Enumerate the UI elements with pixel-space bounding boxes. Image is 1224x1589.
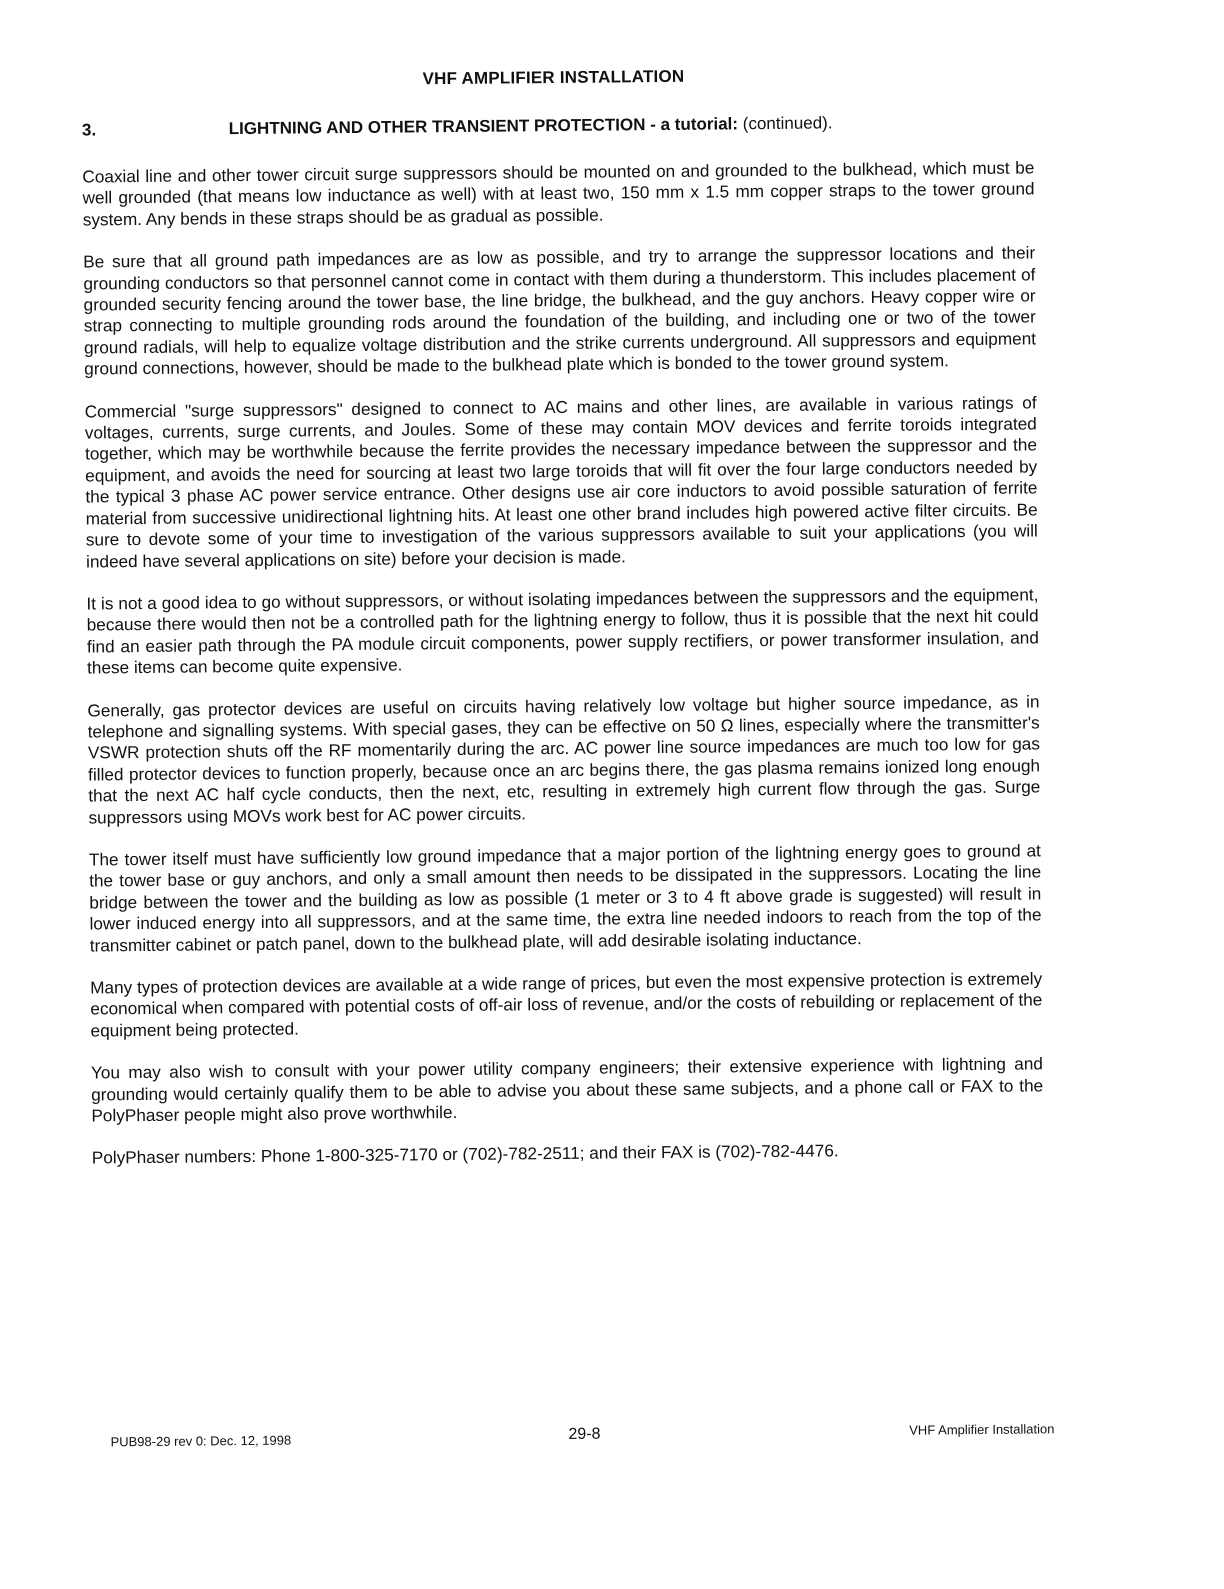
footer-page-number: 29-8	[568, 1425, 601, 1443]
section-continuation: (continued).	[742, 113, 833, 134]
section-number: 3.	[81, 120, 97, 140]
paragraph-tower-ground: The tower itself must have sufficiently low ground impedance that a major portion of the lightning energy goes to ground at the tower base or guy anchors, and only a small amount then needs to be dissipated in the suppressors. Locating the line bridge between the tower and the building as low as possible (1 meter or 3 to 4 ft above grade is suggested) will result in lower induced energy into all suppressors, and at the same time, the extra line needed indoors to reach from the top of the transmitter cabinet or patch panel, down to the bulkhead plate, will add desirable isolating inductance.	[88, 840, 1042, 956]
polyphaser-contact-line: PolyPhaser numbers: Phone 1-800-325-7170 or (702)-782-2511; and their FAX is (702)-782-4476.	[91, 1140, 839, 1168]
paragraph-isolating-impedances: It is not a good idea to go without suppressors, or without isolating impedances between the suppressors and the equipment, because there would then not be a controlled path for the lightning energy to follow, thus it is possible that the next hit could find an easier path through the PA module circuit components, power supply rectifiers, or power transformer insulation, and these items can become quite expensive.	[86, 584, 1039, 678]
body-text	[82, 157, 1044, 1190]
paragraph-commercial-suppressors: Commercial "surge suppressors" designed to connect to AC mains and other lines, are available in various ratings of voltages, currents, surge currents, and Joules. Some of these may contain MOV devices and ferrite toroids integrated together, which may be worthwhile because the ferrite provides the necessary impedance between the suppressor and the equipment, and avoids the need for sourcing at least two large toroids that will fit over the four large conductors needed by the typical 3 phase AC power service entrance. Other designs use air core inductors to avoid possible saturation of ferrite material from successive unidirectional lightning hits. At least one other brand includes high powered active filter circuits. Be sure to devote some of your time to investigation of the various suppressors available to suit your applications (you will indeed have several applications on site) before your decision is made.	[84, 392, 1038, 572]
paragraph-utility-engineers: You may also wish to consult with your power utility company engineers; their extensive experience with lightning and grounding would certainly qualify them to be able to advise you about these same subjects, and a phone call or FAX to the PolyPhaser people might also prove worthwhile.	[90, 1053, 1044, 1126]
footer-publication-info: PUB98-29 rev 0: Dec. 12, 1998	[110, 1432, 292, 1450]
paragraph-protection-costs: Many types of protection devices are available at a wide range of prices, but even the most expensive protection is extremely economical when compared with potential costs of off-air loss of revenue, and/or the costs of rebuilding or replacement of the equipment being protected.	[90, 968, 1043, 1041]
page-footer	[110, 1421, 1054, 1452]
paragraph-bulkhead-suppressors: Coaxial line and other tower circuit surge suppressors should be mounted on and grounded to the bulkhead, which must be well grounded (that means low inductance as well) with at least two, 150 mm x 1.5 mm copper straps to the tower ground system. Any bends in these straps should be as gradual as possible.	[82, 157, 1035, 230]
paragraph-gas-protectors: Generally, gas protector devices are useful on circuits having relatively low voltage but higher source impedance, as in telephone and signalling systems. With special gases, they can be effective on 50 Ω lines, especially where the transmitter's VSWR protection shuts off the RF momentarily during the arc. AC power line source impedances are much too low for gas filled protector devices to function properly, because once an arc begins there, the gas plasma remains ionized long enough that the next AC half cycle conducts, then the next, etc, resulting in extremely high current flow through the gas. Surge suppressors using MOVs work best for AC power circuits.	[87, 690, 1041, 828]
footer-document-name: VHF Amplifier Installation	[909, 1421, 1055, 1438]
document-title: VHF AMPLIFIER INSTALLATION	[422, 66, 685, 89]
paragraph-ground-impedances: Be sure that all ground path impedances are as low as possible, and try to arrange the suppressor locations and their grounding conductors so that personnel cannot come in contact with them during a thunderstorm. This includes placement of grounded security fencing around the tower base, the line bridge, the bulkhead, and the guy anchors. Heavy copper wire or strap connecting to multiple grounding rods around the foundation of the building, and including one or two of the tower ground radials, will help to equalize voltage distribution and the strike currents underground. All suppressors and equipment ground connections, however, should be made to the bulkhead plate which is bonded to the tower ground system.	[83, 242, 1037, 379]
section-title: LIGHTNING AND OTHER TRANSIENT PROTECTION - a tutorial:	[228, 114, 739, 139]
section-heading	[82, 112, 982, 141]
